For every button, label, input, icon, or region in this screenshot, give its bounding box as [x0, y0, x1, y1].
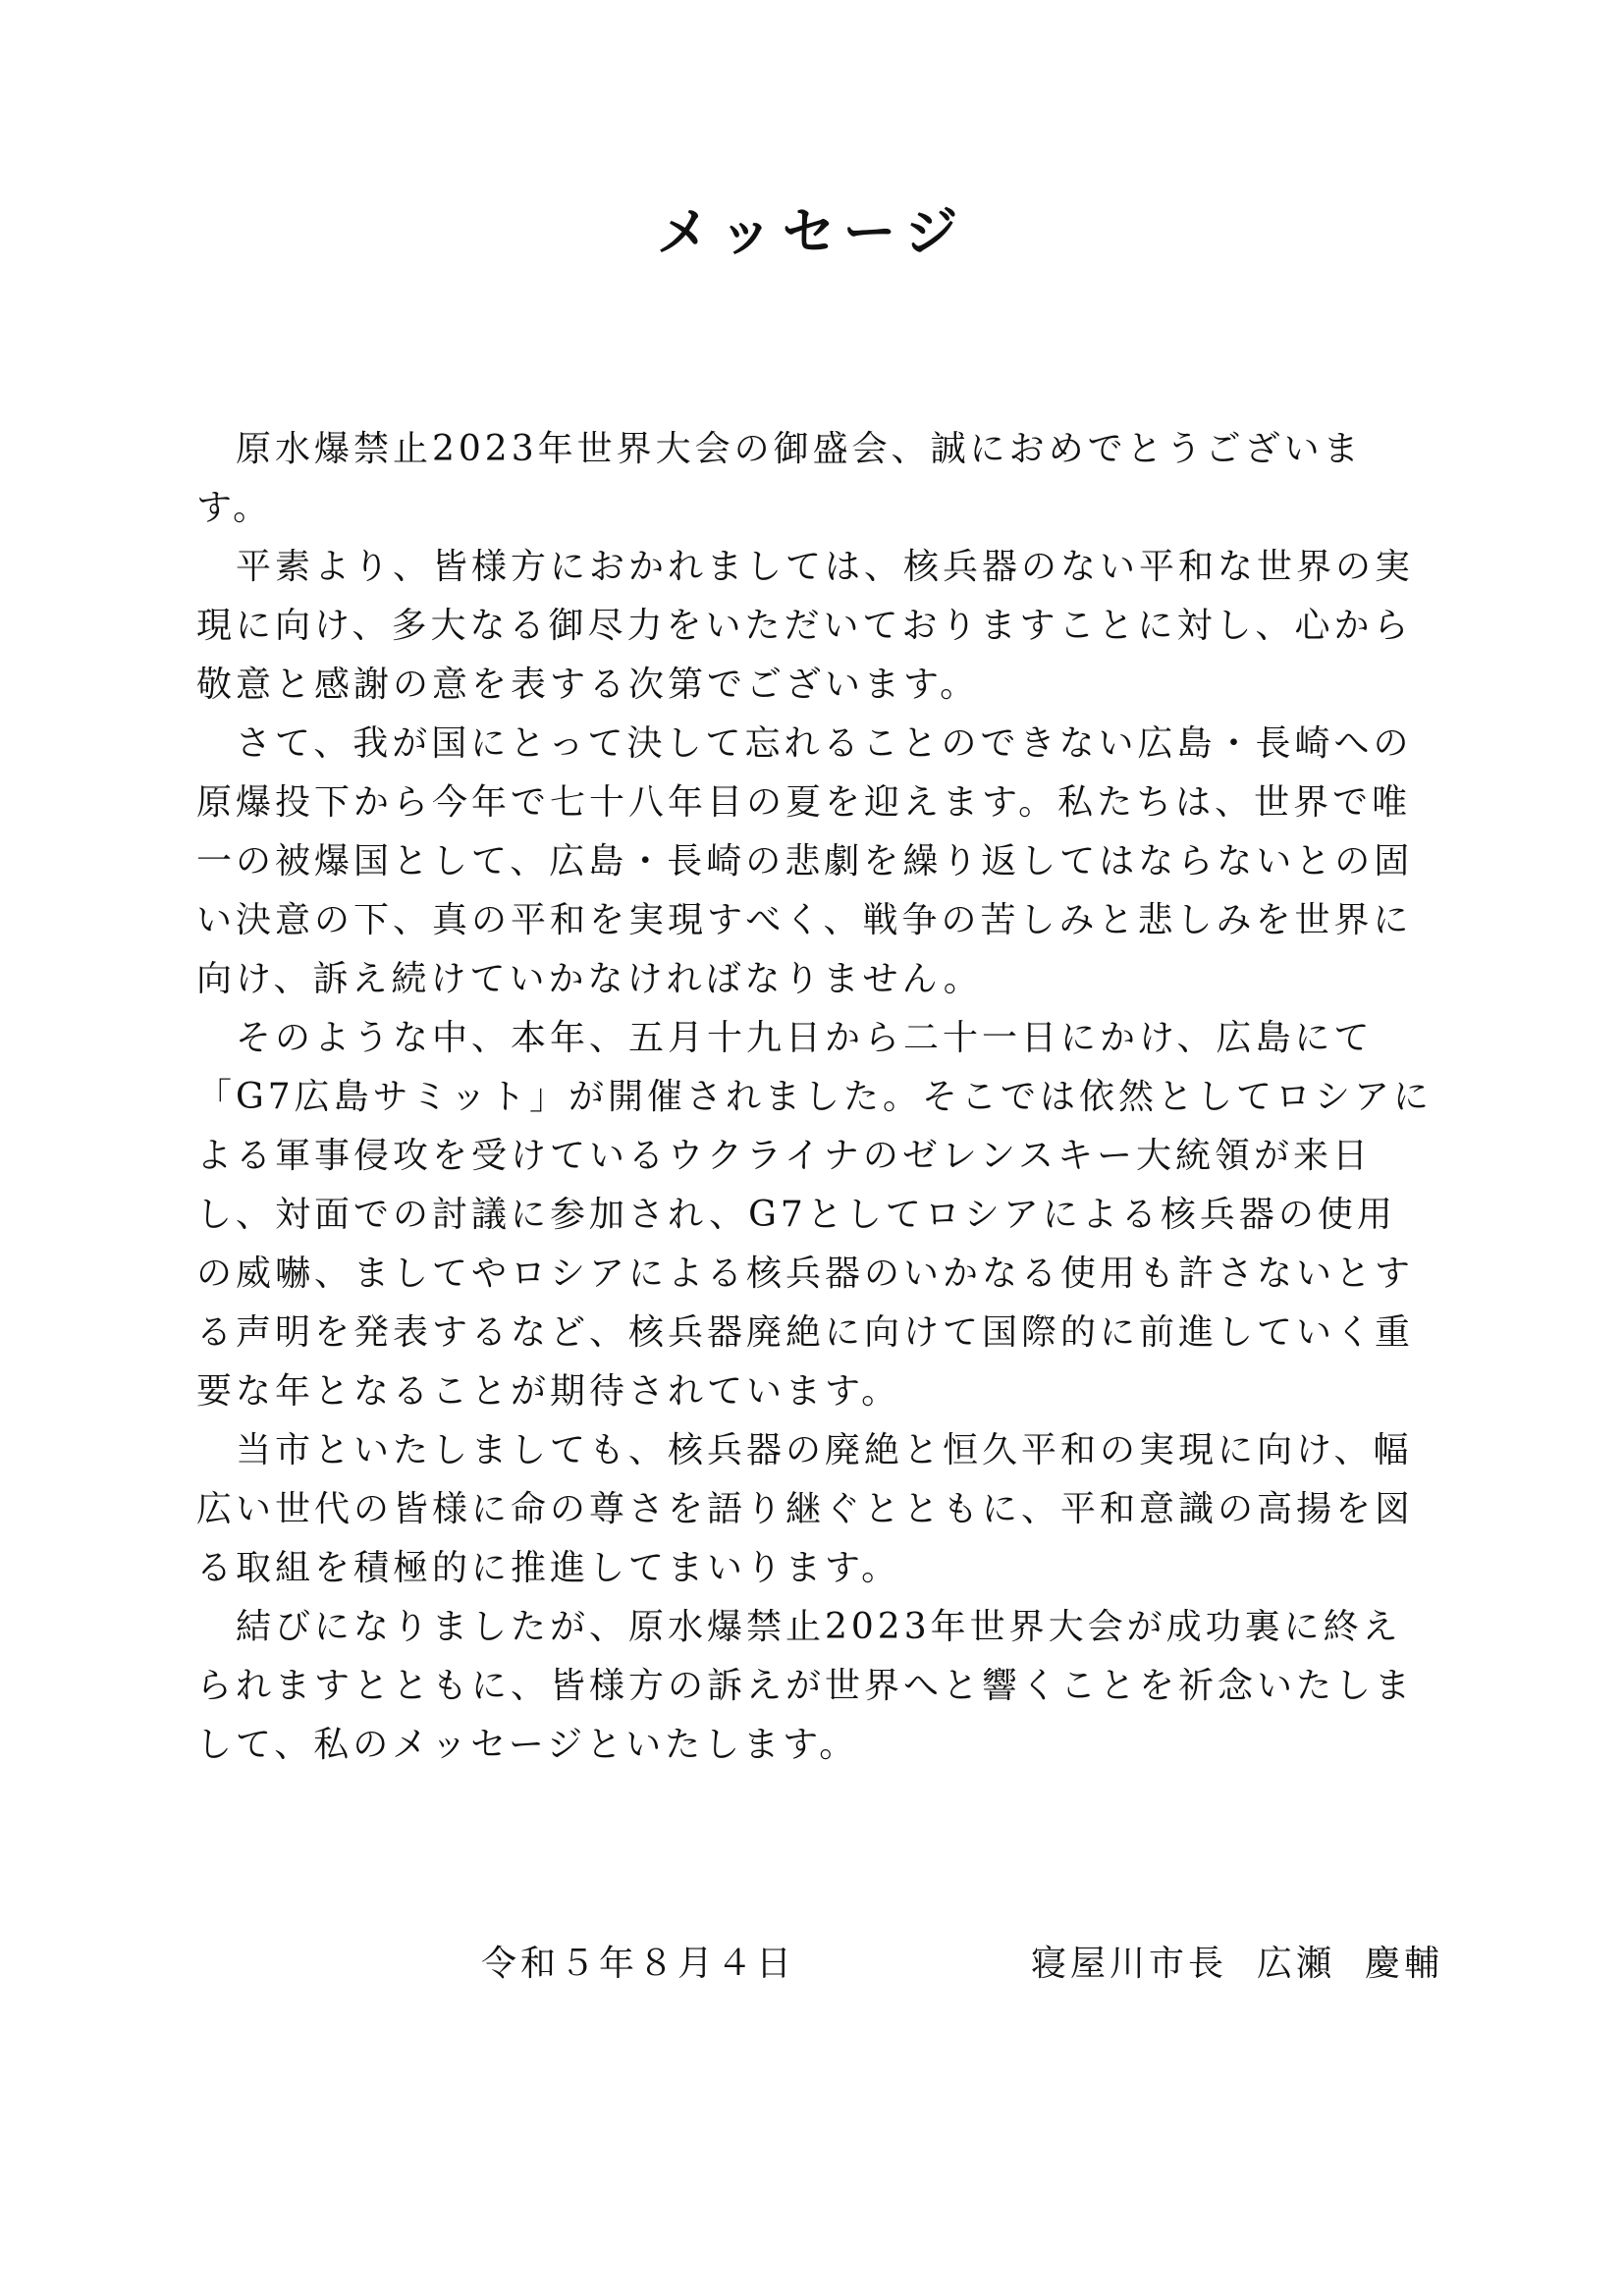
signature-block — [481, 1930, 1443, 1999]
signer-given-name: 慶輔 — [1364, 1944, 1443, 1984]
signer-surname: 広瀬 — [1256, 1944, 1335, 1984]
signer-line — [1001, 1930, 1443, 1999]
paragraph-g7-summit: そのような中、本年、五月十九日から二十一日にかけ、広島にて「G7広島サミット」が開催されました。そこでは依然としてロシアによる軍事侵攻を受けているウクライナのゼレンスキー大統領が来日し、対面での討議に参加され、G7としてロシアによる核兵器の使用の威嚇、ましてやロシアによる核兵器のいかなる使用も許さないとする声明を発表するなど、核兵器廃絶に向けて国際的に前進していく重要な年となることが期待されています。 — [196, 1018, 1433, 1412]
paragraph-city-commitment: 当市といたしましても、核兵器の廃絶と恒久平和の実現に向け、幅広い世代の皆様に命の尊さを語り継ぐとともに、平和意識の高揚を図る取組を積極的に推進してまいります。 — [196, 1430, 1415, 1588]
paragraph-greeting: 原水爆禁止2023年世界大会の御盛会、誠におめでとうございます。 — [196, 429, 1363, 528]
message-body — [196, 420, 1434, 1775]
paragraph-remembrance: さて、我が国にとって決して忘れることのできない広島・長崎への原爆投下から今年で七十八年目の夏を迎えます。私たちは、世界で唯一の被爆国として、広島・長崎の悲劇を繰り返してはならないとの固い決意の下、真の平和を実現すべく、戦争の苦しみと悲しみを世界に向け、訴え続けていかなければなりません。 — [196, 723, 1414, 999]
paragraph-gratitude: 平素より、皆様方におかれましては、核兵器のない平和な世界の実現に向け、多大なる御尽力をいただいておりますことに対し、心から敬意と感謝の意を表する次第でございます。 — [196, 547, 1415, 705]
signer-title: 寝屋川市長 — [1030, 1944, 1227, 1984]
message-date: 令和５年８月４日 — [481, 1944, 796, 1984]
document-title: メッセージ — [656, 200, 968, 263]
paragraph-closing: 結びになりましたが、原水爆禁止2023年世界大会が成功裏に終えられますとともに、皆様方の訴えが世界へと響くことを祈念いたしまして、私のメッセージといたします。 — [196, 1607, 1415, 1765]
